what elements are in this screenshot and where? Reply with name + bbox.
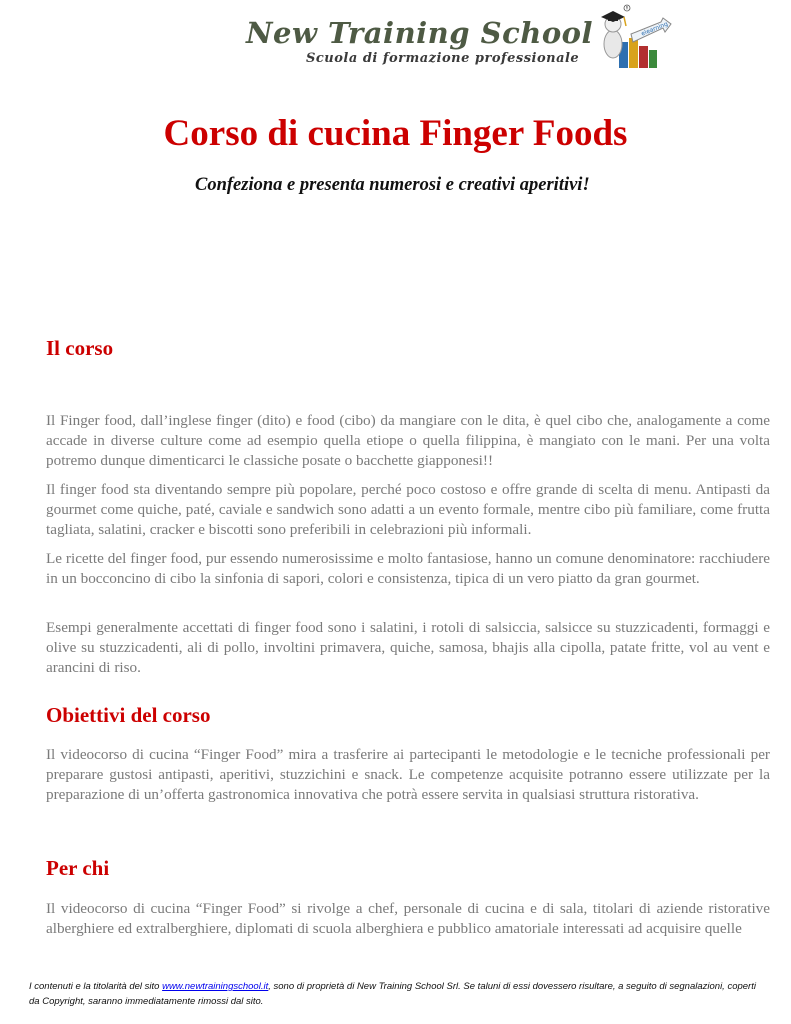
section-heading-corso: Il corso [46, 336, 114, 360]
paragraph-corso-1: Il Finger food, dall’inglese finger (dito) e food (cibo) da mangiare con le dita, è quel cibo che, analogamente a come accade in diverse culture come ad esempio quella etiope o quella filippina, è mangiato con le mani. Per una volta potremo dunque dimenticarci le classiche posate o bacchette giapponesi!! [46, 412, 770, 469]
paragraph-corso-4: Esempi generalmente accettati di finger food sono i salatini, i rotoli di salsiccia, salsicce su stuzzicadenti, formaggi e olive su stuzzicadenti, ali di pollo, involtini primavera, quiche, samosa, bhajis alla cipolla, patate fritte, vol au vent e arancini di riso. [46, 619, 770, 676]
site-logo [246, 4, 676, 74]
footer-disclaimer [29, 979, 769, 1009]
footer-text-before: I contenuti e la titolarità del sito [29, 981, 163, 992]
graduation-cap-figure-icon [591, 4, 676, 74]
footer-text-after: , sono di proprietà di New Training School Srl. Se taluni di essi dovessero risultare, a seguito di segnalazioni, coperti da Copyright, saranno immediatamente rimossi dal sito. [29, 981, 756, 1007]
logo-subtitle: Scuola di formazione professionale [306, 51, 580, 66]
paragraph-corso-3: Le ricette del finger food, pur essendo numerosissime e molto fantasiose, hanno un comune denominatore: racchiudere in un bocconcino di cibo la sinfonia di sapori, colori e consistenza, tipica di un vero piatto da gran gourmet. [46, 550, 770, 587]
paragraph-perchi-1: Il videocorso di cucina “Finger Food” si rivolge a chef, personale di cucina e di sala, titolari di aziende ristorative alberghiere ed extralberghiere, diplomati di scuola alberghiera e pubblico amatoriale interessati ad acquisire quelle [46, 900, 770, 937]
paragraph-corso-2: Il finger food sta diventando sempre più popolare, perché poco costoso e offre grande di scelta di menu. Antipasti da gourmet come quiche, paté, caviale e sandwich sono adatti a un evento formale, mentre cibo più familiare, come frutta tagliata, salatini, cracker e biscotti sono preferibili in celebrazioni più informali. [46, 481, 770, 538]
footer-site-link[interactable]: www.newtrainingschool.it [162, 981, 269, 992]
section-heading-obiettivi: Obiettivi del corso [46, 703, 211, 727]
svg-text:R: R [625, 5, 629, 11]
logo-badge: elearning [640, 20, 669, 38]
logo-title: New Training School [246, 16, 594, 50]
page-subtitle: Confeziona e presenta numerosi e creativi aperitivi! [195, 175, 590, 195]
page-title: Corso di cucina Finger Foods [163, 113, 628, 154]
section-heading-perchi: Per chi [46, 856, 110, 880]
paragraph-obiettivi-1: Il videocorso di cucina “Finger Food” mira a trasferire ai partecipanti le metodologie e le tecniche professionali per preparare gustosi antipasti, aperitivi, stuzzichini e snack. Le competenze acquisite potranno essere utilizzate per la preparazione di un’offerta gastronomica innovativa che potrà essere servita in qualsiasi struttura ristorativa. [46, 746, 770, 803]
